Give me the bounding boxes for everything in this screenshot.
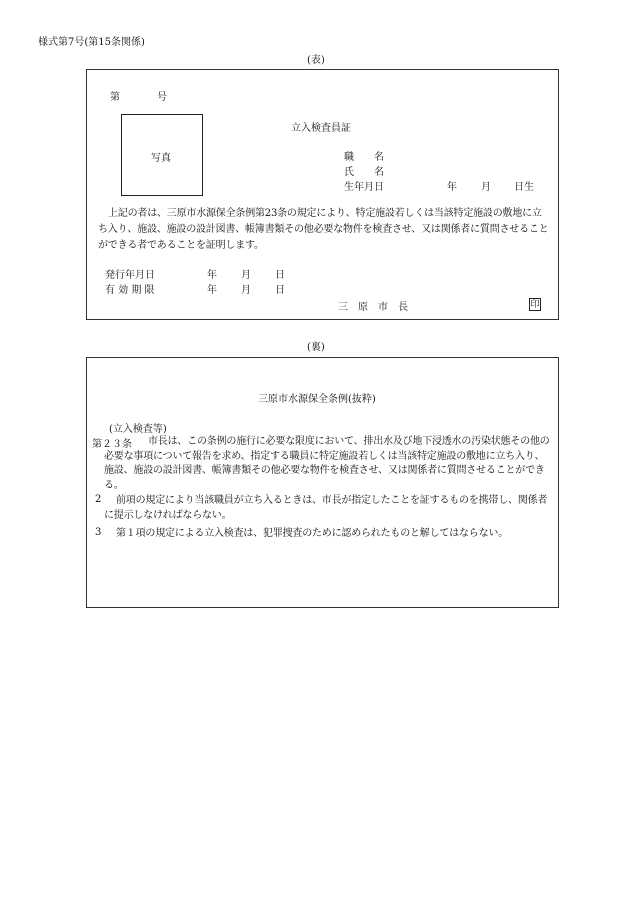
issue-year: 年 — [207, 270, 217, 281]
certification-text: 上記の者は、三原市水源保全条例第23条の規定により、特定施設若しくは当該特定施設の敷地に立ち入り、施設、施設の設計図書、帳簿書類その他必要な物件を検査させ、又は関係者に質問させることができる者であることを証明します。 — [98, 208, 549, 251]
photo-label: 写真 — [151, 153, 171, 164]
validity-year: 年 — [207, 285, 217, 296]
mayor-label: 三 原 市 長 — [338, 302, 408, 313]
issue-date-label: 発行年月日 — [105, 270, 155, 281]
birth-year: 年 — [447, 182, 457, 193]
issue-month: 月 — [241, 270, 251, 281]
position-label: 職 名 — [344, 152, 384, 163]
para2-text: 前項の規定により当該職員が立ち入るときは、市長が指定したことを証するものを携帯し、関係者に提示しなければならない。 — [104, 495, 548, 521]
birth-label: 生年月日 — [344, 182, 384, 193]
seal-mark: 印 — [530, 300, 540, 310]
back-heading: (裏) — [307, 342, 325, 353]
article-head: 第２３条 — [92, 439, 132, 450]
card-title: 立入検査員証 — [291, 123, 351, 134]
number-suffix: 号 — [157, 92, 167, 103]
validity-label: 有 効 期 限 — [105, 285, 155, 296]
number-label: 第 — [110, 92, 120, 103]
para2-num: 2 — [95, 494, 102, 505]
validity-month: 月 — [241, 285, 251, 296]
article-caption: (立入検査等) — [109, 424, 167, 435]
front-heading: (表) — [307, 55, 325, 66]
name-label: 氏 名 — [344, 167, 384, 178]
article-text: 市長は、この条例の施行に必要な限度において、排出水及び地下浸透水の汚染状態その他の必要な事項について報告を求め、指定する職員に特定施設若しくは当該特定施設の敷地に立ち入り、施設、施設の設計図書、帳簿書類その他必要な物件を検査させ、又は関係者に質問させることができる。 — [104, 436, 550, 491]
birth-month: 月 — [481, 182, 491, 193]
validity-day: 日 — [275, 285, 285, 296]
issue-day: 日 — [275, 270, 285, 281]
birth-day: 日生 — [514, 182, 534, 193]
para3-text: 第１項の規定による立入検査は、犯罪捜査のために認められたものと解してはならない。 — [116, 528, 508, 539]
para3-num: 3 — [95, 527, 102, 538]
form-label: 様式第7号(第15条関係) — [38, 37, 145, 48]
ordinance-title: 三原市水源保全条例(抜粋) — [258, 394, 376, 405]
